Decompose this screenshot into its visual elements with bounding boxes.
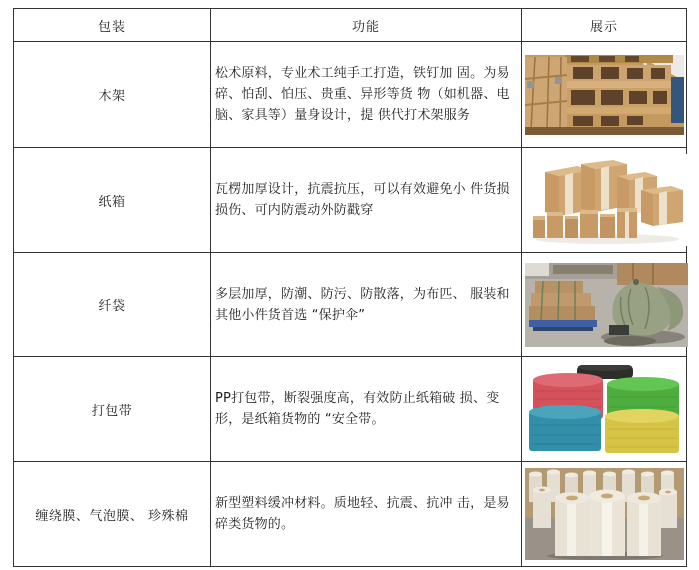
packaging-name: 纸箱: [14, 148, 211, 253]
stretch-film-rolls-photo: [525, 468, 684, 560]
column-header-function: 功能: [211, 9, 522, 42]
packaging-name: 木架: [14, 42, 211, 148]
fiber-bags-photo: [525, 263, 688, 347]
display-photo-cell: [522, 148, 687, 253]
header-row: [14, 9, 687, 42]
table-row-stretch-film: [14, 462, 687, 567]
packaging-name: 纤袋: [14, 253, 211, 357]
function-description: 多层加厚，防潮、防污、防散落，为布匹、 服装和其他小件货首选 “保护伞”: [211, 253, 522, 357]
function-description: 瓦楞加厚设计，抗震抗压，可以有效避免小 件货损损伤、可内防震动外防戳穿: [211, 148, 522, 253]
packaging-table: [13, 8, 687, 567]
table-row-fiber-bag: [14, 253, 687, 357]
packaging-name: 缠绕膜、气泡膜、 珍殊棉: [14, 462, 211, 567]
function-description: PP打包带，断裂强度高，有效防止纸箱破 损、变形，是纸箱货物的 “安全带。: [211, 357, 522, 462]
display-photo-cell: [522, 462, 687, 567]
table-row-wooden-frame: [14, 42, 687, 148]
column-header-packaging: 包装: [14, 9, 211, 42]
display-photo-cell: [522, 357, 687, 462]
wooden-crates-photo: [525, 55, 684, 135]
function-description: 新型塑料缓冲材料。质地轻、抗震、抗冲 击，是易碎类货物的。: [211, 462, 522, 567]
display-photo-cell: [522, 42, 687, 148]
cardboard-boxes-photo: [525, 154, 687, 246]
strapping-rolls-photo: [525, 365, 683, 453]
table-row-carton: [14, 148, 687, 253]
display-photo-cell: [522, 253, 687, 357]
table-row-strapping-belt: [14, 357, 687, 462]
column-header-display: 展示: [522, 9, 687, 42]
function-description: 松术原料，专业术工纯手工打造，铁钉加 固。为易碎、怕刮、怕压、贵重、异形等货 物（如机器、电脑、家具等）量身设计，提 供代打术架服务: [211, 42, 522, 148]
packaging-name: 打包带: [14, 357, 211, 462]
